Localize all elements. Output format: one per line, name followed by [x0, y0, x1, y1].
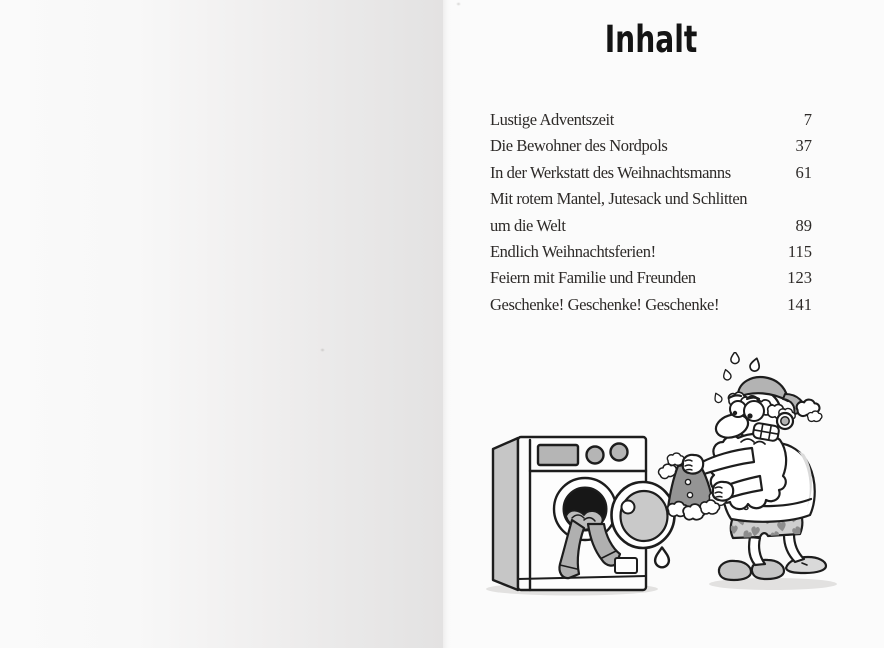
toc-entry-title: Feiern mit Familie und Freunden: [490, 268, 696, 288]
page-title: Inhalt: [604, 18, 698, 61]
toc-entry-title: Die Bewohner des Nordpols: [490, 136, 668, 156]
toc-entry: [490, 292, 812, 318]
toc-entry-page-number: 37: [795, 136, 812, 156]
toc-entry-page-number: 123: [787, 268, 812, 288]
paper-speck: [456, 2, 461, 6]
table-of-contents: [490, 107, 812, 318]
toc-entry: [490, 107, 812, 133]
toc-entry-title: Lustige Adventszeit: [490, 110, 614, 129]
washing-machine-door: [612, 482, 675, 548]
toc-entry-title: In der Werkstatt des Weihnachtsmanns: [490, 162, 731, 182]
page-gutter: [443, 0, 451, 648]
santa-claus: [657, 352, 826, 580]
santa-laundry-illustration: [480, 352, 850, 602]
toc-entry-page-number: 89: [795, 215, 812, 235]
toc-entry-page-number: 141: [787, 294, 812, 314]
toc-entry: [490, 186, 812, 239]
toc-entry-page-number: 7: [803, 110, 812, 129]
toc-entry-title: Mit rotem Mantel, Jutesack und Schlitten um die Welt: [490, 189, 748, 235]
toc-entry: [490, 133, 812, 159]
toc-entry-title: Geschenke! Geschenke! Geschenke!: [490, 294, 720, 314]
paper-speck: [320, 348, 325, 352]
slipper-left: [719, 561, 751, 580]
toc-entry-page-number: 61: [795, 162, 812, 182]
santa-mouth: [752, 422, 779, 441]
santa-eye-right: [744, 401, 764, 421]
toc-entry: [490, 160, 812, 186]
toc-entry: [490, 265, 812, 291]
toc-entry: [490, 239, 812, 265]
toc-entry-page-number: 115: [787, 242, 812, 262]
toc-entry-title: Endlich Weihnachtsferien!: [490, 242, 656, 262]
santa-hat-pompom: [797, 400, 822, 422]
water-drop: [655, 548, 669, 568]
